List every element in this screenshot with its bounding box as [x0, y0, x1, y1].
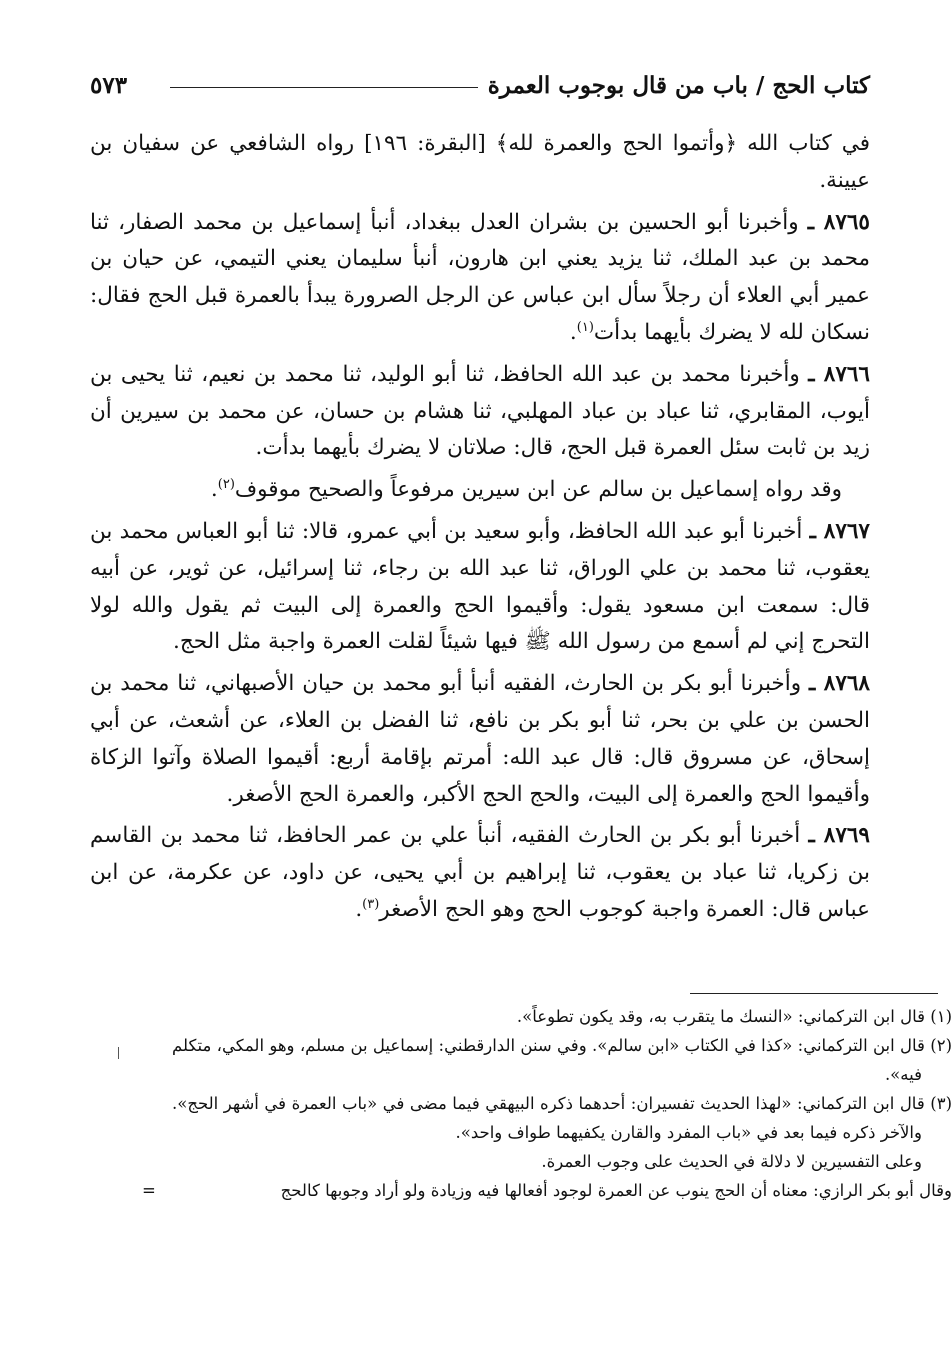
hadith-number: ٨٧٦٨ ـ	[808, 671, 870, 697]
hadith-8767	[90, 514, 870, 661]
sentence-end: .	[355, 896, 363, 922]
footnote-ref-2[interactable]: (٢)	[217, 477, 235, 493]
footnotes	[142, 1002, 952, 1205]
paragraph-text: وأخبرنا أبو بكر بن الحارث، الفقيه أنبأ أبو محمد بن حيان الأصبهاني، ثنا محمد بن الحسن بن علي بن بحر، ثنا أبو بكر بن نافع، ثنا الفضل بن العلاء، عن أشعث، عن أبي إسحاق، عن مسروق قال: قال عبد الله: أمرتم بإقامة أربع: أقيموا الصلاة وآتوا الزكاة وأقيموا الحج والعمرة إلى البيت، والحج الحج الأكبر، والعمرة الحج الأصغر.	[90, 671, 870, 807]
paragraph-text: في كتاب الله ﴿وأتموا الحج والعمرة لله﴾ [البقرة: ١٩٦] رواه الشافعي عن سفيان بن عيينة.	[90, 131, 870, 193]
paragraph-note	[90, 472, 870, 509]
hadith-8765	[90, 205, 870, 352]
hadith-number: ٨٧٦٥ ـ	[807, 209, 870, 235]
footnote-separator	[690, 993, 938, 994]
margin-mark	[118, 1047, 119, 1059]
running-header	[90, 62, 870, 108]
footnote-3-continued: وعلى التفسيرين لا دلالة في الحديث على وجوب العمرة.	[541, 1152, 922, 1171]
hadith-number: ٨٧٦٧ ـ	[809, 518, 870, 544]
book-page	[90, 62, 870, 934]
main-text	[90, 126, 870, 929]
footnote-3: (٣) قال ابن التركماني: «لهذا الحديث تفسيران: أحدهما ذكره البيهقي فيما مضى في «باب العمرة في أشهر الحج». والآخر ذكره فيما بعد في «باب المفرد والقارن يكفيهما طواف واحد».	[172, 1094, 952, 1142]
paragraph-text: وأخبرنا أبو الحسين بن بشران العدل ببغداد، أنبأ إسماعيل بن محمد الصفار، ثنا محمد بن عبد الملك، ثنا يزيد يعني ابن هارون، أنبأ سليمان يعني التيمي، عن حيان بن عمير أبي العلاء أن رجلاً سأل ابن عباس عن الرجل الصرورة يبدأ بالعمرة قبل الحج فقال: نسكان لله لا يضرك بأيهما بدأت	[90, 209, 870, 345]
hadith-8768	[90, 666, 870, 813]
page-number: ٥٧٣	[90, 72, 137, 99]
paragraph-text: وأخبرنا محمد بن عبد الله الحافظ، ثنا أبو الوليد، ثنا محمد بن نعيم، ثنا يحيى بن أيوب، المقابري، ثنا عباد بن عباد المهلبي، ثنا هشام بن حسان، عن محمد بن سيرين أن زيد بن ثابت سئل العمرة قبل الحج، قال: صلاتان لا يضرك بأيهما بدأت.	[90, 361, 870, 461]
paragraph-text: أخبرنا أبو عبد الله الحافظ، وأبو سعيد بن أبي عمرو، قالا: ثنا أبو العباس محمد بن يعقوب، ثنا محمد بن علي الوراق، ثنا عبد الله بن رجاء، ثنا إسرائيل، عن ثوير، عن أبيه قال: سمعت ابن مسعود يقول: وأقيموا الحج والعمرة إلى البيت ثم يقول والله لولا التحرج إني لم أسمع من رسول الله ﷺ فيها شيئاً لقلت العمرة واجبة مثل الحج.	[90, 518, 870, 655]
hadith-number: ٨٧٦٦ ـ	[808, 361, 870, 387]
paragraph-intro	[90, 126, 870, 200]
footnote-ref-1[interactable]: (١)	[576, 319, 594, 335]
paragraph-text: وقد رواه إسماعيل بن سالم عن ابن سيرين مرفوعاً والصحيح موقوف	[234, 477, 842, 503]
footnote-ref-3[interactable]: (٣)	[362, 896, 380, 912]
continuation-mark: =	[142, 1181, 156, 1200]
footnote-text: وقال أبو بكر الرازي: معناه أن الحج ينوب عن العمرة لوجود أفعالها فيه وزيادة ولو أراد وجوبها كالحج	[280, 1181, 952, 1200]
sentence-end: .	[569, 319, 577, 345]
footnote-1: (١) قال ابن التركماني: «النسك ما يتقرب به، وقد يكون تطوعاً».	[516, 1007, 952, 1026]
hadith-number: ٨٧٦٩ ـ	[808, 823, 870, 849]
hadith-8766	[90, 357, 870, 467]
footnote-3-final-line	[142, 1176, 952, 1205]
chapter-title: كتاب الحج / باب من قال بوجوب العمرة	[478, 72, 870, 99]
sentence-end: .	[210, 477, 218, 503]
footnote-2: (٢) قال ابن التركماني: «كذا في الكتاب «ابن سالم». وفي سنن الدارقطني: إسماعيل بن مسلم، وهو المكي، متكلم فيه».	[172, 1036, 952, 1084]
paragraph-text: أخبرنا أبو بكر بن الحارث الفقيه، أنبأ علي بن عمر الحافظ، ثنا محمد بن القاسم بن زكريا، ثنا عباد بن يعقوب، ثنا إبراهيم بن أبي يحيى، عن داود، عن عكرمة، عن ابن عباس قال: العمرة واجبة كوجوب الحج وهو الحج الأصغر	[90, 823, 870, 922]
hadith-8769	[90, 818, 870, 928]
